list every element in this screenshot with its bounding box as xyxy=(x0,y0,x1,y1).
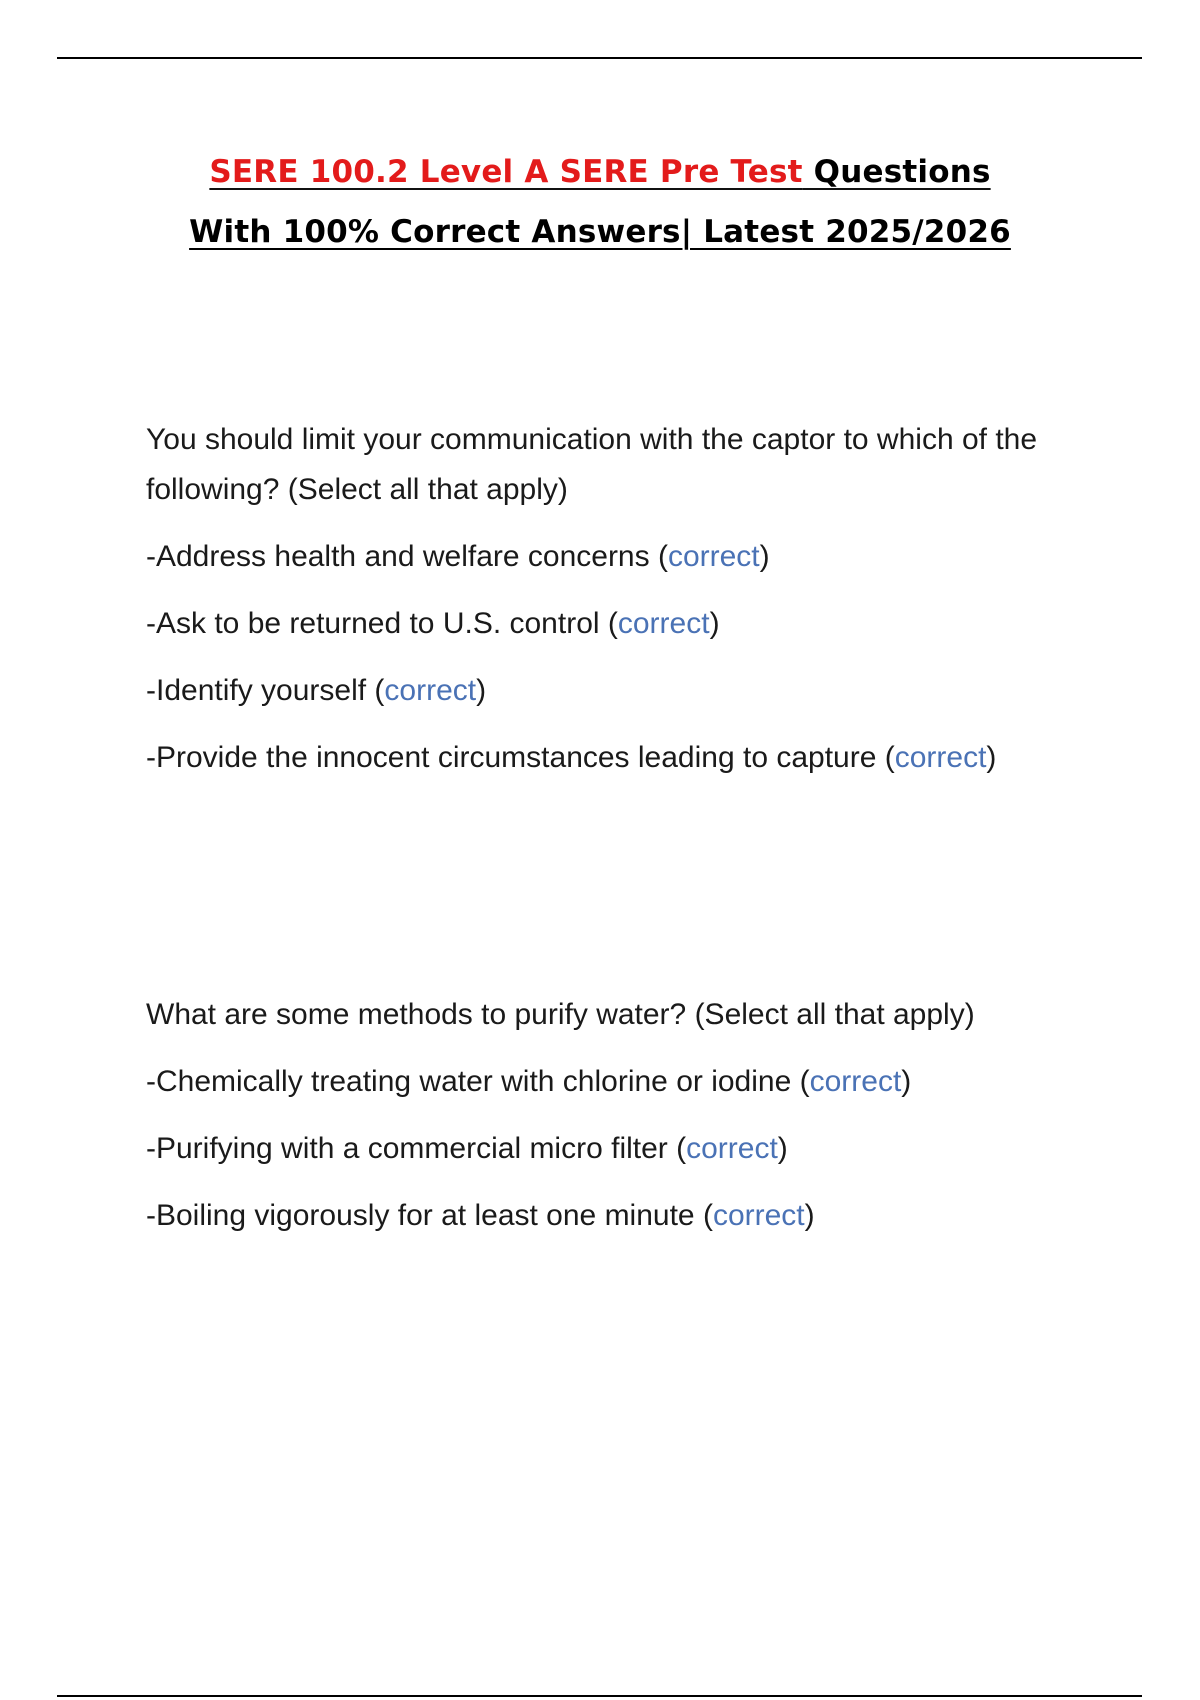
bottom-rule xyxy=(57,1695,1142,1697)
answer-text: -Boiling vigorously for at least one minute ( xyxy=(146,1199,713,1232)
correct-mark: correct xyxy=(686,1132,778,1165)
question-block-2 xyxy=(146,990,1086,1241)
correct-mark: correct xyxy=(894,741,987,774)
title-black-text: Questions xyxy=(802,154,991,190)
answer-text: -Provide the innocent circumstances leading to capture ( xyxy=(146,741,895,774)
answer-option xyxy=(146,1057,1086,1107)
answer-option xyxy=(146,599,1086,649)
question-block-1 xyxy=(146,415,1086,783)
answer-close: ) xyxy=(476,674,487,707)
answer-option xyxy=(146,666,1086,716)
answer-close: ) xyxy=(709,607,720,640)
answer-text: -Purifying with a commercial micro filter ( xyxy=(146,1132,687,1165)
answer-text: -Address health and welfare concerns ( xyxy=(146,540,668,573)
correct-mark: correct xyxy=(809,1065,902,1098)
answer-close: ) xyxy=(901,1065,912,1098)
title-line-2: With 100% Correct Answers| Latest 2025/2026 xyxy=(189,214,1011,250)
top-rule xyxy=(57,57,1142,59)
answer-text: -Identify yourself ( xyxy=(146,674,385,707)
question-text: What are some methods to purify water? (Select all that apply) xyxy=(146,998,975,1031)
answer-text: -Ask to be returned to U.S. control ( xyxy=(146,607,618,640)
answer-text: -Chemically treating water with chlorine or iodine ( xyxy=(146,1065,810,1098)
answer-close: ) xyxy=(759,540,770,573)
question-text: You should limit your communication with the captor to which of the following? (Select all that apply) xyxy=(146,423,1038,506)
answer-option xyxy=(146,532,1086,582)
answer-close: ) xyxy=(804,1199,815,1232)
document-title xyxy=(0,142,1200,262)
answer-close: ) xyxy=(986,741,997,774)
title-line-1 xyxy=(209,142,990,202)
answer-option xyxy=(146,1191,1086,1241)
correct-mark: correct xyxy=(712,1199,805,1232)
answer-option xyxy=(146,733,1086,783)
correct-mark: correct xyxy=(667,540,760,573)
correct-mark: correct xyxy=(384,674,477,707)
title-red-text: SERE 100.2 Level A SERE Pre Test xyxy=(209,154,803,190)
correct-mark: correct xyxy=(617,607,710,640)
answer-option xyxy=(146,1124,1086,1174)
answer-close: ) xyxy=(777,1132,788,1165)
